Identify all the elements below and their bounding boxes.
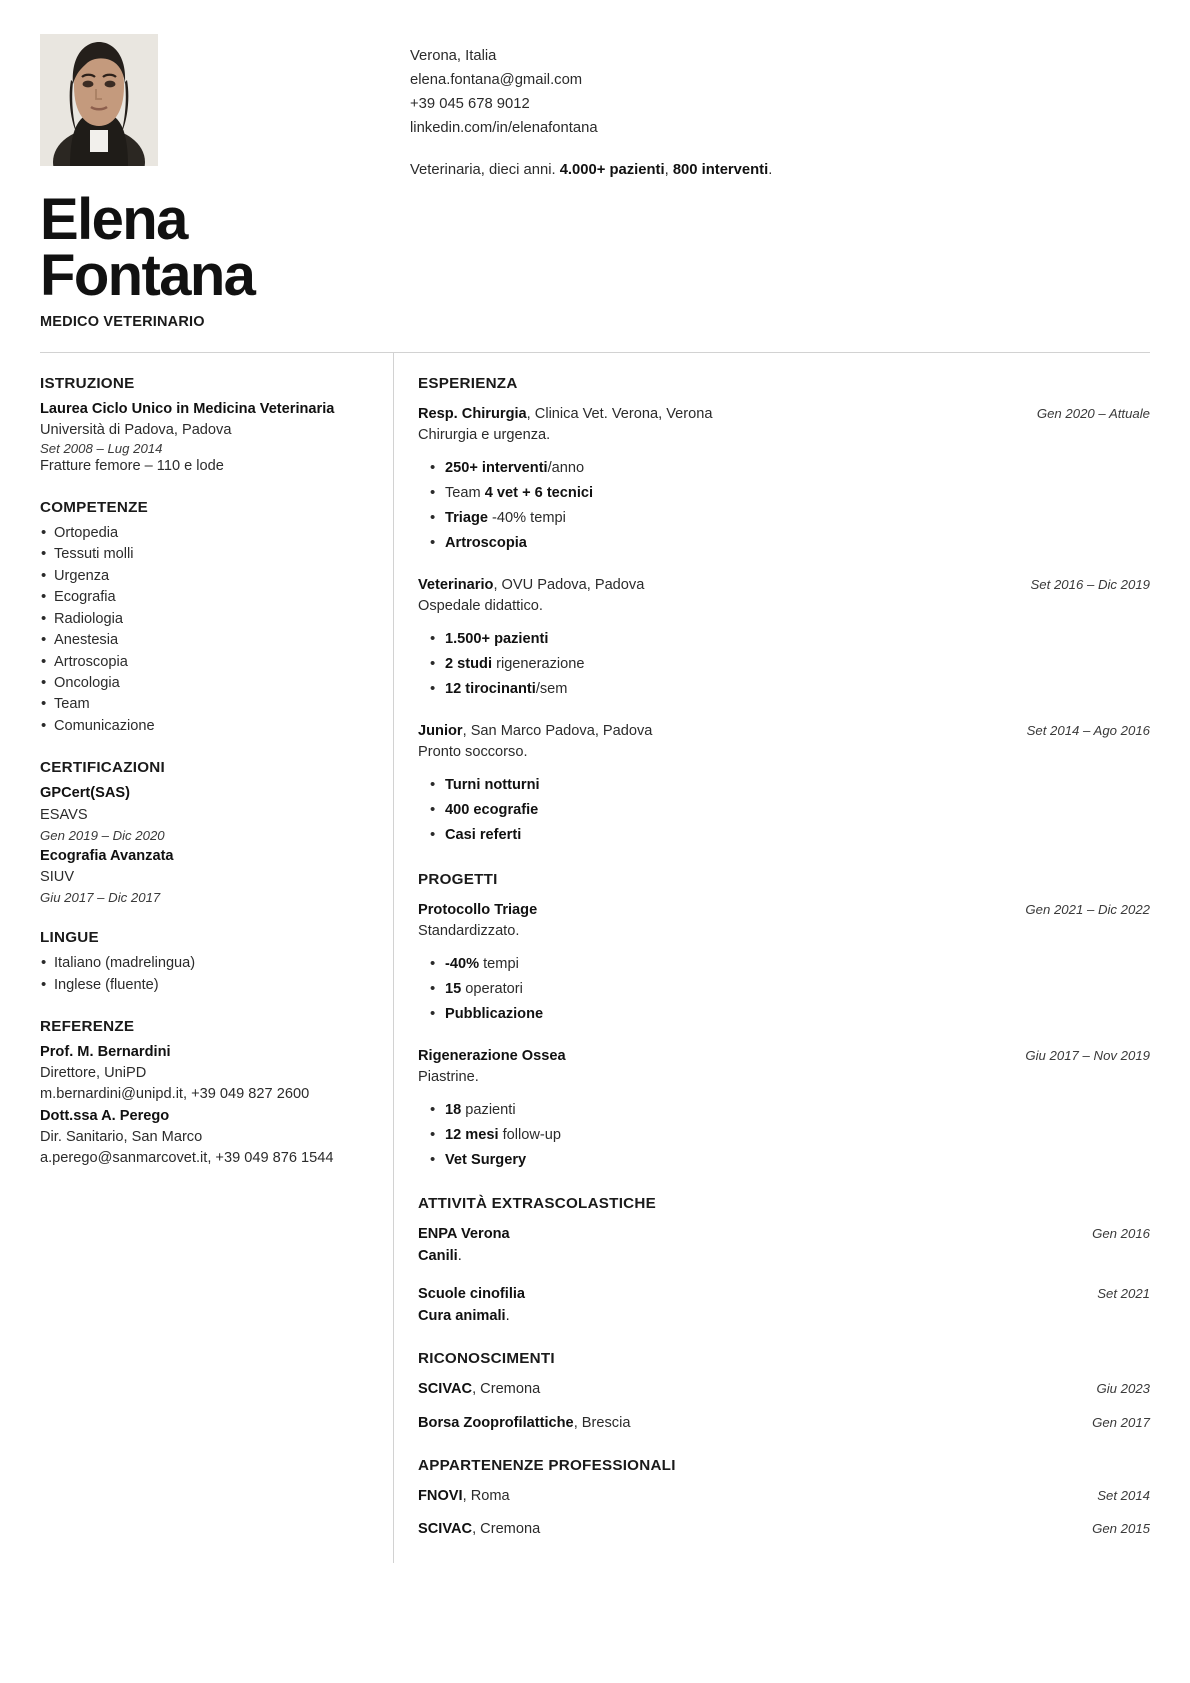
experience-date: Set 2014 – Ago 2016 <box>1026 723 1150 739</box>
membership-row <box>418 1519 1150 1541</box>
list-item <box>418 1098 1150 1123</box>
award-date: Giu 2023 <box>1096 1380 1150 1396</box>
awards-title: RICONOSCIMENTI <box>418 1349 555 1367</box>
certification-org: ESAVS <box>40 806 88 823</box>
education-school: Università di Padova, Padova <box>40 421 232 438</box>
bullet-bold: Triage <box>445 509 488 526</box>
summary-bold-1: 4.000+ pazienti <box>559 162 665 179</box>
main-column <box>393 353 1150 1564</box>
summary-part-2: , <box>664 162 673 179</box>
certification-org: SIUV <box>40 868 75 885</box>
extracurricular-title: ATTIVITÀ EXTRASCOLASTICHE <box>418 1195 656 1213</box>
experience-description: Pronto soccorso. <box>418 744 528 761</box>
award-place: , Cremona <box>472 1380 541 1397</box>
award-name-group <box>418 1379 540 1401</box>
membership-row <box>418 1486 1150 1508</box>
list-item <box>418 481 1150 506</box>
project-name: Protocollo Triage <box>418 901 538 918</box>
bullet-rest: /sem <box>535 681 568 698</box>
education-title: ISTRUZIONE <box>40 374 135 392</box>
bullet-bold: Artroscopia <box>445 534 527 551</box>
experience-item <box>418 404 1150 556</box>
project-description: Standardizzato. <box>418 922 520 939</box>
bullet-bold: Vet Surgery <box>445 1152 527 1169</box>
experience-company: , OVU Padova, Padova <box>493 576 645 593</box>
bullet-bold: 4 vet + 6 tecnici <box>484 484 594 501</box>
references-section <box>40 1018 373 1169</box>
extracurricular-item <box>418 1284 1150 1328</box>
memberships-section <box>418 1457 1150 1542</box>
sidebar-column <box>40 353 393 1564</box>
award-item <box>418 1379 1150 1401</box>
content-columns <box>40 353 1150 1564</box>
project-bullets <box>418 952 1150 1027</box>
membership-name-group <box>418 1519 540 1541</box>
list-item <box>418 677 1150 702</box>
reference-item <box>40 1106 373 1169</box>
education-section <box>40 375 373 477</box>
award-name-group <box>418 1413 630 1435</box>
experience-item <box>418 721 1150 848</box>
experience-description: Ospedale didattico. <box>418 598 543 615</box>
list-item: • Artroscopia <box>40 652 373 673</box>
membership-date: Gen 2015 <box>1092 1521 1150 1537</box>
skills-list <box>40 523 373 737</box>
bullet-bold: 18 <box>445 1101 462 1118</box>
bullet-bold: Turni notturni <box>445 777 540 794</box>
list-item <box>418 1002 1150 1027</box>
name-first: Elena <box>40 187 187 252</box>
bullet-rest: -40% tempi <box>488 509 566 526</box>
reference-contact[interactable]: m.bernardini@unipd.it, +39 049 827 2600 <box>40 1086 310 1103</box>
bullet-rest: follow-up <box>498 1127 562 1144</box>
candidate-name <box>40 187 395 309</box>
experience-header <box>418 575 1150 596</box>
header-left <box>40 34 395 330</box>
membership-place: , Cremona <box>472 1521 541 1538</box>
bullet-rest: operatori <box>461 980 523 997</box>
experience-bullets <box>418 773 1150 848</box>
summary-part-1: Veterinaria, dieci anni. <box>410 162 560 179</box>
award-row <box>418 1413 1150 1435</box>
summary-part-3: . <box>768 162 773 179</box>
extracurricular-desc-text: Cura animali <box>418 1307 506 1324</box>
membership-name: FNOVI <box>418 1487 463 1504</box>
certification-date: Gen 2019 – Dic 2020 <box>40 827 165 843</box>
project-header <box>418 1046 1150 1067</box>
projects-title: PROGETTI <box>418 870 498 888</box>
project-date: Giu 2017 – Nov 2019 <box>1025 1047 1150 1063</box>
list-item <box>418 952 1150 977</box>
list-item <box>418 531 1150 556</box>
extracurricular-date: Set 2021 <box>1097 1286 1150 1302</box>
summary-bold-2: 800 interventi <box>672 162 769 179</box>
job-title: MEDICO VETERINARIO <box>40 313 205 330</box>
list-item: • Anestesia <box>40 630 373 651</box>
experience-date: Set 2016 – Dic 2019 <box>1030 576 1150 592</box>
profile-photo <box>40 34 158 166</box>
experience-item <box>418 575 1150 702</box>
experience-role: Junior <box>418 723 463 740</box>
list-item <box>418 773 1150 798</box>
list-item: • Oncologia <box>40 673 373 694</box>
list-item: • Italiano (madrelingua) <box>40 953 373 974</box>
extracurricular-desc-tail: . <box>505 1307 510 1324</box>
list-item: • Urgenza <box>40 566 373 587</box>
name-last: Fontana <box>40 243 255 309</box>
experience-header <box>418 721 1150 742</box>
membership-item <box>418 1486 1150 1508</box>
reference-name: Dott.ssa A. Perego <box>40 1107 170 1124</box>
list-item: • Inglese (fluente) <box>40 975 373 996</box>
experience-date: Gen 2020 – Attuale <box>1036 405 1150 421</box>
project-item <box>418 1046 1150 1173</box>
extracurricular-section <box>418 1195 1150 1328</box>
experience-section <box>418 375 1150 849</box>
contact-block <box>395 34 1150 182</box>
bullet-bold: Pubblicazione <box>445 1005 544 1022</box>
reference-name: Prof. M. Bernardini <box>40 1044 171 1061</box>
project-bullets <box>418 1098 1150 1173</box>
contact-phone[interactable]: +39 045 678 9012 <box>410 96 530 113</box>
list-item: • Team <box>40 694 373 715</box>
certification-item <box>40 783 373 844</box>
project-item <box>418 900 1150 1027</box>
reference-item <box>40 1042 373 1105</box>
experience-header <box>418 404 1150 425</box>
extracurricular-item <box>418 1224 1150 1268</box>
award-item <box>418 1413 1150 1435</box>
experience-bullets <box>418 456 1150 556</box>
project-name: Rigenerazione Ossea <box>418 1047 566 1064</box>
experience-bullets <box>418 627 1150 702</box>
awards-section <box>418 1350 1150 1435</box>
projects-section <box>418 871 1150 1174</box>
list-item: • Tessuti molli <box>40 544 373 565</box>
bullet-bold: 400 ecografie <box>445 802 539 819</box>
list-item <box>418 823 1150 848</box>
bullet-bold: Casi referti <box>445 827 522 844</box>
extracurricular-desc-tail: . <box>457 1248 462 1265</box>
bullet-bold: -40% <box>445 955 480 972</box>
list-item: • Ecografia <box>40 587 373 608</box>
memberships-title: APPARTENENZE PROFESSIONALI <box>418 1456 676 1474</box>
project-header <box>418 900 1150 921</box>
experience-heading-text <box>418 575 1014 596</box>
references-title: REFERENZE <box>40 1018 135 1036</box>
project-date: Gen 2021 – Dic 2022 <box>1025 901 1150 917</box>
summary-statement <box>410 159 1150 181</box>
reference-role: Direttore, UniPD <box>40 1065 147 1082</box>
experience-company: , Clinica Vet. Verona, Verona <box>526 405 713 422</box>
contact-email[interactable]: elena.fontana@gmail.com <box>410 72 583 89</box>
award-place: , Brescia <box>573 1414 631 1431</box>
bullet-bold: 12 tirocinanti <box>445 681 536 698</box>
contact-location: Verona, Italia <box>410 48 497 64</box>
membership-place: , Roma <box>462 1487 510 1504</box>
experience-heading-text <box>418 404 1021 425</box>
languages-section <box>40 929 373 996</box>
certifications-section <box>40 759 373 907</box>
list-item <box>418 977 1150 1002</box>
languages-list <box>40 953 373 996</box>
bullet-rest: pazienti <box>461 1101 516 1118</box>
certifications-title: CERTIFICAZIONI <box>40 759 165 777</box>
extracurricular-description <box>418 1306 1150 1328</box>
list-item: • Comunicazione <box>40 716 373 737</box>
skills-title: COMPETENZE <box>40 498 148 516</box>
list-item <box>418 798 1150 823</box>
experience-title: ESPERIENZA <box>418 374 518 392</box>
extracurricular-description <box>418 1246 1150 1268</box>
languages-title: LINGUE <box>40 929 99 947</box>
bullet-rest: tempi <box>479 955 519 972</box>
contact-linkedin[interactable]: linkedin.com/in/elenafontana <box>410 120 598 137</box>
extracurricular-desc-text: Canili <box>418 1248 458 1265</box>
bullet-pre: Team <box>445 484 485 501</box>
list-item <box>418 627 1150 652</box>
extracurricular-name: Scuole cinofilia <box>418 1286 526 1303</box>
experience-description: Chirurgia e urgenza. <box>418 426 551 443</box>
list-item <box>418 456 1150 481</box>
reference-contact[interactable]: a.perego@sanmarcovet.it, +39 049 876 1544 <box>40 1149 334 1166</box>
bullet-bold: 12 mesi <box>445 1127 499 1144</box>
membership-item <box>418 1519 1150 1541</box>
list-item: • Radiologia <box>40 609 373 630</box>
certification-name: Ecografia Avanzata <box>40 847 174 864</box>
membership-date: Set 2014 <box>1097 1487 1150 1503</box>
extracurricular-name: ENPA Verona <box>418 1226 510 1243</box>
membership-name: SCIVAC <box>418 1521 473 1538</box>
resume-header <box>40 34 1150 330</box>
experience-role: Resp. Chirurgia <box>418 405 527 422</box>
membership-name-group <box>418 1486 510 1508</box>
list-item <box>418 506 1150 531</box>
project-description: Piastrine. <box>418 1069 479 1086</box>
bullet-bold: 250+ interventi <box>445 459 548 476</box>
award-name: Borsa Zooprofilattiche <box>418 1414 574 1431</box>
bullet-rest: rigenerazione <box>492 656 585 673</box>
certification-name: GPCert(SAS) <box>40 785 131 802</box>
experience-company: , San Marco Padova, Padova <box>462 723 653 740</box>
list-item: • Ortopedia <box>40 523 373 544</box>
list-item <box>418 652 1150 677</box>
bullet-bold: 15 <box>445 980 462 997</box>
bullet-bold: 2 studi <box>445 656 493 673</box>
skills-section <box>40 499 373 737</box>
certification-date: Giu 2017 – Dic 2017 <box>40 890 161 906</box>
reference-role: Dir. Sanitario, San Marco <box>40 1128 203 1145</box>
list-item <box>418 1148 1150 1173</box>
list-item <box>418 1123 1150 1148</box>
experience-role: Veterinario <box>418 576 494 593</box>
extracurricular-header <box>418 1284 1150 1306</box>
bullet-rest: /anno <box>547 459 585 476</box>
bullet-bold: 1.500+ pazienti <box>445 630 549 647</box>
extracurricular-header <box>418 1224 1150 1246</box>
award-name: SCIVAC <box>418 1380 473 1397</box>
certification-item <box>40 846 373 907</box>
education-degree: Laurea Ciclo Unico in Medicina Veterinaria <box>40 400 335 417</box>
education-note: Fratture femore – 110 e lode <box>40 457 224 474</box>
extracurricular-date: Gen 2016 <box>1092 1226 1150 1242</box>
award-row <box>418 1379 1150 1401</box>
award-date: Gen 2017 <box>1092 1414 1150 1430</box>
education-date: Set 2008 – Lug 2014 <box>40 440 163 456</box>
experience-heading-text <box>418 721 1011 742</box>
